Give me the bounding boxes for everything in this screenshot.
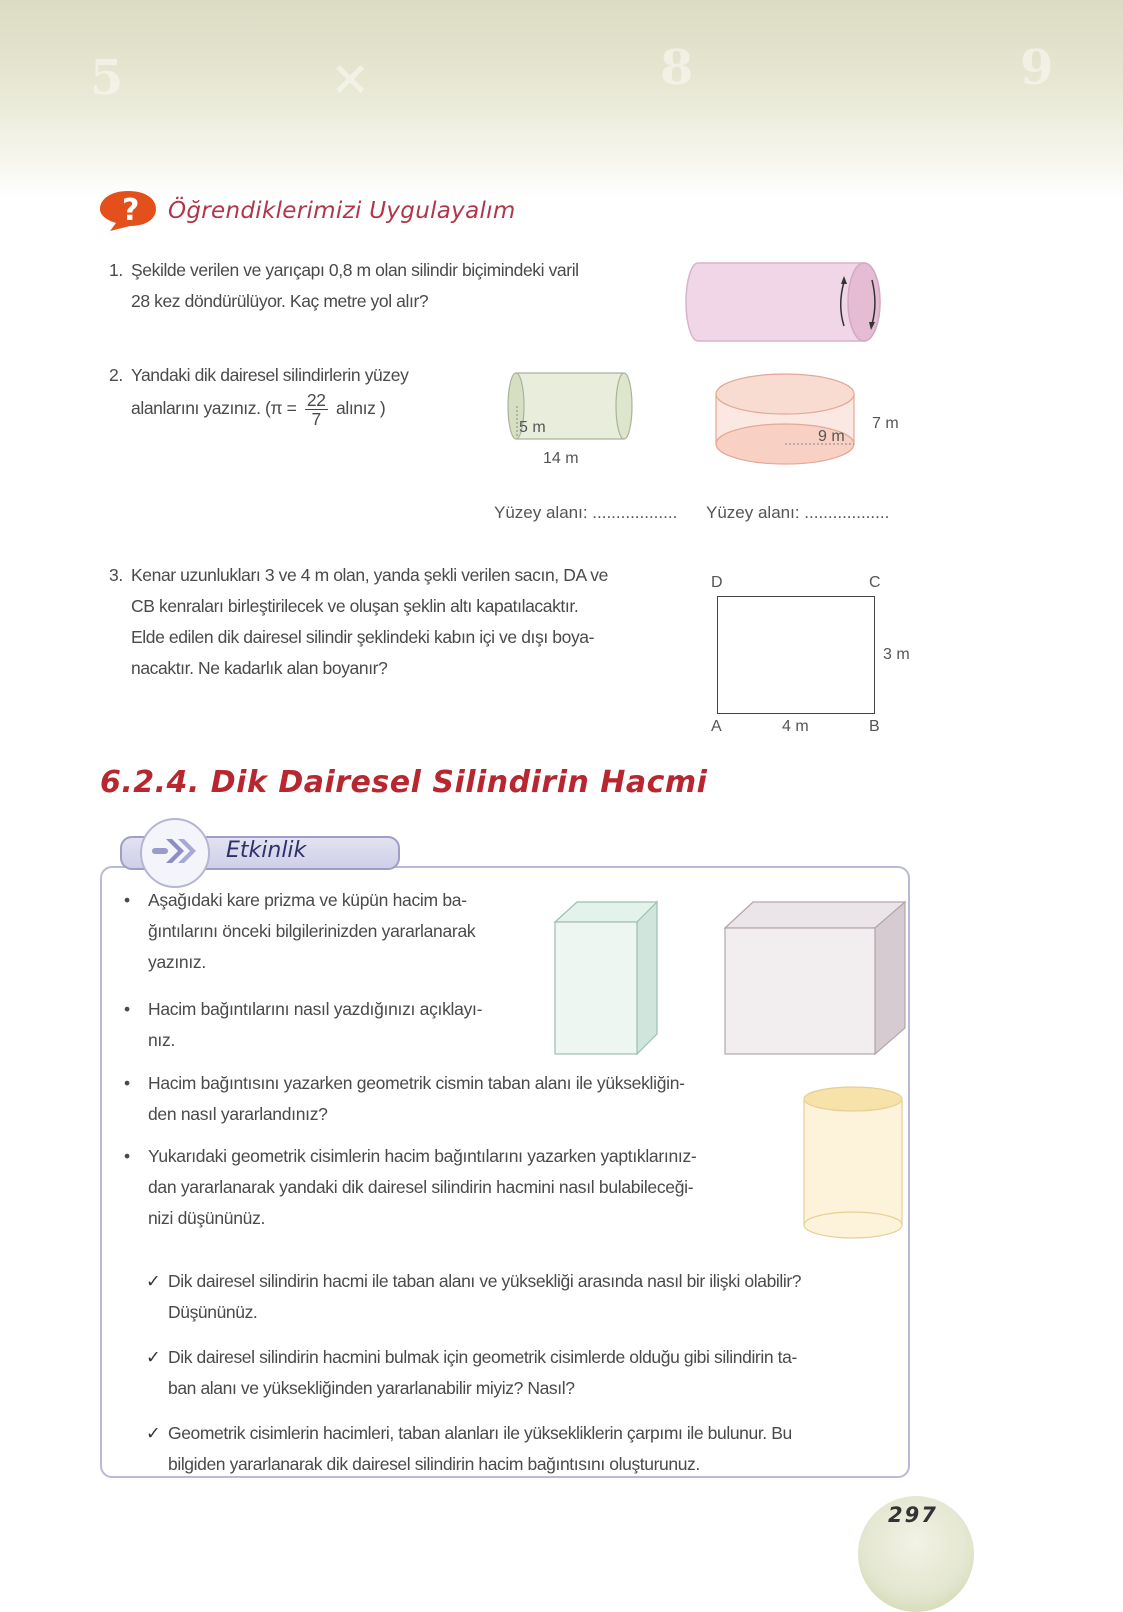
question-3 <box>109 560 691 684</box>
double-arrow-icon <box>150 836 198 866</box>
checkmark-icon: ✓ <box>146 1423 161 1443</box>
bullet-line: den nasıl yararlandınız? <box>148 1104 328 1124</box>
corner-d-label: D <box>711 574 723 591</box>
question-line: Elde edilen dik dairesel silindir şeklindeki kabın içi ve dışı boya- <box>131 627 595 647</box>
activity-bullet <box>124 885 534 978</box>
checkmark-icon: ✓ <box>146 1271 161 1291</box>
bullet-icon: • <box>124 890 130 910</box>
question-text: alanlarını yazınız. (π = <box>131 398 297 419</box>
decorative-digit: × <box>330 50 371 106</box>
question-number: 2. <box>109 365 123 385</box>
bullet-line: yazınız. <box>148 952 206 972</box>
activity-bullet <box>124 1068 784 1130</box>
bullet-line: nizi düşününüz. <box>148 1208 266 1228</box>
question-line: Şekilde verilen ve yarıçapı 0,8 m olan silindir biçimindeki varil <box>131 260 579 280</box>
bullet-line: Aşağıdaki kare prizma ve küpün hacim ba- <box>148 890 467 910</box>
check-line: Geometrik cisimlerin hacimleri, taban alanları ile yüksekliklerin çarpımı ile bulunur. Bu <box>168 1423 792 1443</box>
top-banner-background <box>0 0 1123 200</box>
bullet-line: Hacim bağıntılarını nasıl yazdığınızı açıklayı- <box>148 999 483 1019</box>
cylinder1-length-label: 14 m <box>543 450 579 467</box>
cylinder2-radius-label: 9 m <box>818 428 845 445</box>
question-line: CB kenraları birleştirilecek ve oluşan şeklin altı kapatılacaktır. <box>131 596 579 616</box>
bullet-line: dan yararlanarak yandaki dik dairesel silindirin hacmini nasıl bulabileceği- <box>148 1177 694 1197</box>
question-line: nacaktır. Ne kadarlık alan boyanır? <box>131 658 388 678</box>
surface-area-answer-2[interactable]: Yüzey alanı: .................. <box>706 503 890 522</box>
bullet-line: Yukarıdaki geometrik cisimlerin hacim bağıntılarını yazarken yaptıklarınız- <box>148 1146 697 1166</box>
surface-area-answer-1[interactable]: Yüzey alanı: .................. <box>494 503 678 522</box>
upright-cylinder-figure <box>801 1085 905 1241</box>
activity-bullet <box>124 994 534 1056</box>
cube-figure <box>723 900 909 1056</box>
corner-a-label: A <box>711 718 722 735</box>
decorative-digit: 9 <box>1020 40 1054 96</box>
bullet-line: nız. <box>148 1030 176 1050</box>
cylinder2-height-label: 7 m <box>872 415 899 432</box>
checkmark-icon: ✓ <box>146 1347 161 1367</box>
barrel-cylinder-figure <box>684 258 884 346</box>
svg-text:?: ? <box>122 193 140 228</box>
fraction-numerator: 22 <box>306 390 326 410</box>
square-prism-figure <box>553 900 661 1056</box>
activity-check-item <box>146 1418 894 1480</box>
activity-label: Etkinlik <box>226 838 307 863</box>
check-line: bilgiden yararlanarak dik dairesel silindirin hacim bağıntısını oluşturunuz. <box>168 1454 700 1474</box>
question-1 <box>109 255 671 317</box>
bullet-line: ğıntılarını önceki bilgilerinizden yararlanarak <box>148 921 476 941</box>
question-number: 1. <box>109 260 123 280</box>
check-line: Dik dairesel silindirin hacmini bulmak için geometrik cisimlerde olduğu gibi silindirin ta- <box>168 1347 797 1367</box>
bullet-line: Hacim bağıntısını yazarken geometrik cismin taban alanı ile yüksekliğin- <box>148 1073 685 1093</box>
sheet-rectangle-figure <box>717 596 875 714</box>
question-line: Yandaki dik dairesel silindirlerin yüzey <box>131 365 409 385</box>
question-number: 3. <box>109 565 123 585</box>
section-title: 6.2.4. Dik Dairesel Silindirin Hacmi <box>100 765 708 800</box>
bottom-length-label: 4 m <box>782 718 809 735</box>
question-bubble-icon <box>98 188 158 232</box>
check-line: Dik dairesel silindirin hacmi ile taban alanı ve yüksekliği arasında nasıl bir ilişki olabilir? <box>168 1271 802 1291</box>
decorative-digit: 5 <box>90 50 124 106</box>
decorative-digit: 8 <box>660 40 694 96</box>
bullet-icon: • <box>124 1073 130 1093</box>
question-2 <box>109 360 491 429</box>
corner-b-label: B <box>869 718 880 735</box>
activity-check-item <box>146 1342 894 1404</box>
side-length-label: 3 m <box>883 646 910 663</box>
check-line: ban alanı ve yüksekliğinden yararlanabilir miyiz? Nasıl? <box>168 1378 575 1398</box>
question-line: Kenar uzunlukları 3 ve 4 m olan, yanda şekli verilen sacın, DA ve <box>131 565 608 585</box>
check-line: Düşününüz. <box>168 1302 258 1322</box>
question-text: alınız ) <box>336 398 386 419</box>
practice-title: Öğrendiklerimizi Uygulayalım <box>168 198 516 224</box>
question-line: 28 kez döndürülüyor. Kaç metre yol alır? <box>131 291 429 311</box>
bullet-icon: • <box>124 999 130 1019</box>
page-number: 297 <box>888 1503 938 1527</box>
cylinder1-height-label: 5 m <box>519 419 546 436</box>
pi-fraction <box>305 391 328 428</box>
question-line-with-fraction <box>131 391 491 428</box>
activity-check-item <box>146 1266 894 1328</box>
vertical-cylinder-figure <box>712 372 862 468</box>
fraction-denominator: 7 <box>311 409 321 429</box>
corner-c-label: C <box>869 574 881 591</box>
activity-bullet <box>124 1141 784 1234</box>
bullet-icon: • <box>124 1146 130 1166</box>
